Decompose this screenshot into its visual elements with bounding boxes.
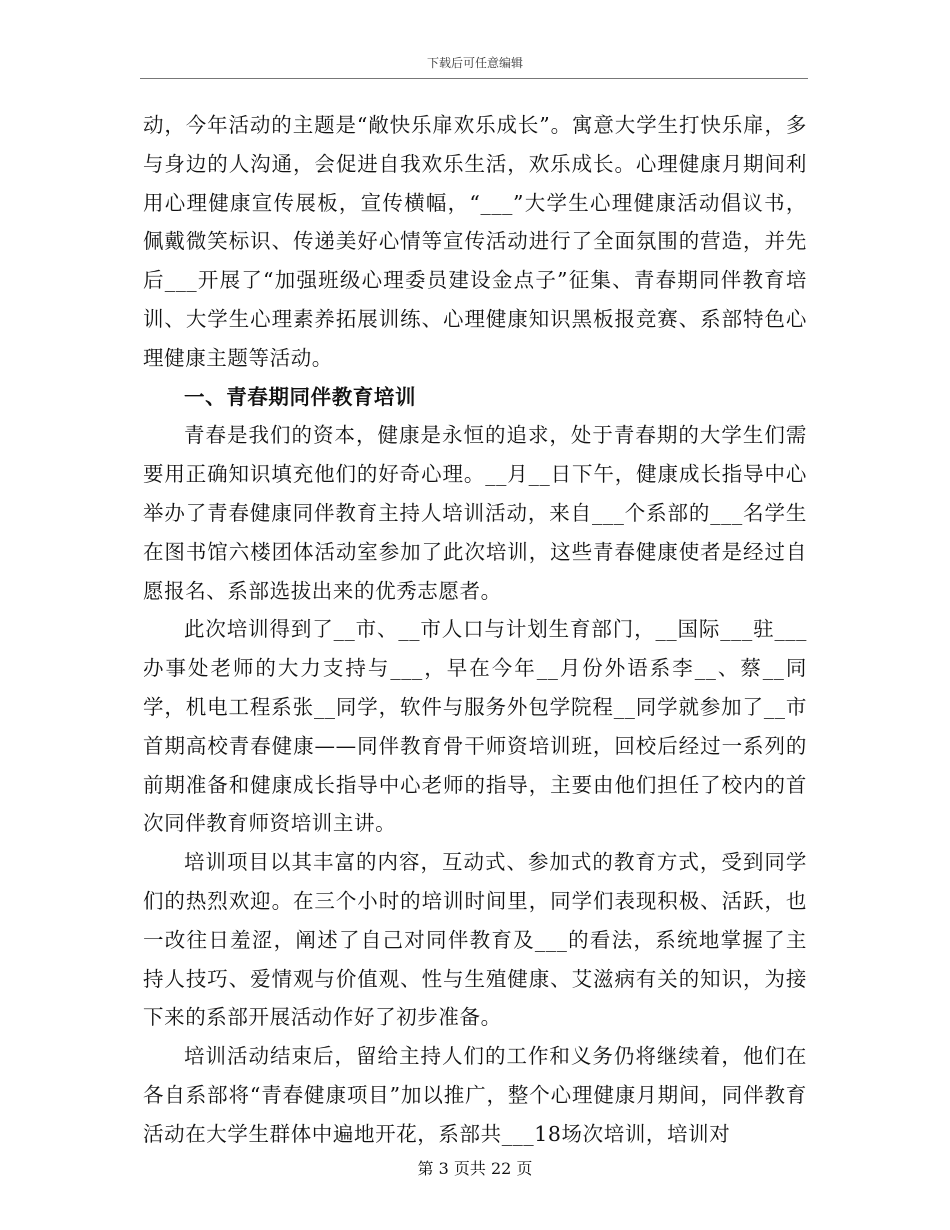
paragraph: 此次培训得到了__市、__市人口与计划生育部门，__国际___驻___办事处老师的大力支持与___，早在今年__月份外语系李__、蔡__同学，机电工程系张__同学，软件与服务外包学院程__同学就参加了__市首期高校青春健康——同伴教育骨干师资培训班，回校后经过一系列的前期准备和健康成长指导中心老师的指导，主要由他们担任了校内的首次同伴教育师资培训主讲。 <box>143 617 807 836</box>
paragraph: 培训项目以其丰富的内容，互动式、参加式的教育方式，受到同学们的热烈欢迎。在三个小时的培训时间里，同学们表现积极、活跃，也一改往日羞涩，阐述了自己对同伴教育及___的看法，系统地掌握了主持人技巧、爱情观与价值观、性与生殖健康、艾滋病有关的知识，为接下来的系部开展活动作好了初步准备。 <box>143 850 807 1030</box>
page-header: 下载后可任意编辑 <box>426 56 523 70</box>
section-heading: 一、青春期同伴教育培训 <box>184 384 417 409</box>
paragraph: 青春是我们的资本，健康是永恒的追求，处于青春期的大学生们需要用正确知识填充他们的好奇心理。__月__日下午，健康成长指导中心举办了青春健康同伴教育主持人培训活动，来自___个系部的___名学生在图书馆六楼团体活动室参加了此次培训，这些青春健康使者是经过自愿报名、系部选拔出来的优秀志愿者。 <box>143 423 807 603</box>
paragraph-continued: 动，今年活动的主题是“敞快乐扉欢乐成长”。寓意大学生打快乐扉，多与身边的人沟通，会促进自我欢乐生活，欢乐成长。心理健康月期间利用心理健康宣传展板，宣传横幅，“___”大学生心理健康活动倡议书，佩戴微笑标识、传递美好心情等宣传活动进行了全面氛围的营造，并先后___开展了“加强班级心理委员建设金点子”征集、青春期同伴教育培训、大学生心理素养拓展训练、心理健康知识黑板报竞赛、系部特色心理健康主题等活动。 <box>143 113 807 370</box>
header-divider <box>140 78 808 79</box>
paragraph: 培训活动结束后，留给主持人们的工作和义务仍将继续着，他们在各自系部将“青春健康项目”加以推广，整个心理健康月期间，同伴教育活动在大学生群体中遍地开花，系部共___18场次培训，培训对 <box>143 1044 807 1146</box>
page-number: 第 3 页共 22 页 <box>417 1159 533 1178</box>
document-body <box>143 106 807 1154</box>
